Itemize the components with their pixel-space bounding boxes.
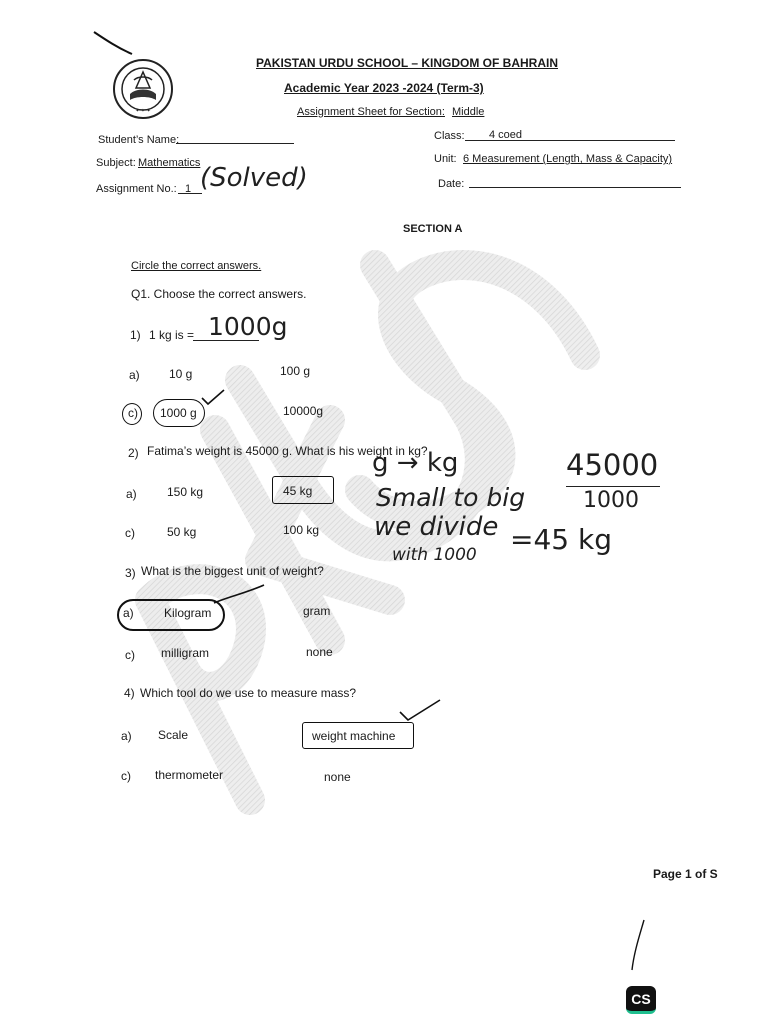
pen-stroke-mark — [624, 918, 648, 972]
q1-option-c-letter: c) — [128, 406, 138, 420]
q2-option-d: 100 kg — [283, 523, 320, 537]
q4-option-c: thermometer — [155, 768, 224, 782]
question-1-text: 1 kg is = — [149, 328, 195, 342]
subject-label: Subject: — [96, 157, 136, 169]
q2-option-b: 45 kg — [283, 484, 313, 498]
question-1-number: 1) — [130, 328, 141, 342]
q3-option-a-letter: a) — [123, 606, 134, 620]
checkmark-icon — [398, 698, 442, 724]
date-line[interactable] — [469, 187, 681, 188]
q1-option-a-letter: a) — [129, 368, 140, 382]
pen-stroke-mark — [92, 28, 134, 58]
checkmark-icon — [200, 388, 226, 408]
question-2-text: Fatima’s weight is 45000 g. What is his weight in kg? — [147, 444, 428, 458]
q4-option-b: weight machine — [312, 729, 396, 743]
q1-title: Q1. Choose the correct answers. — [131, 287, 307, 301]
q1-option-a: 10 g — [169, 367, 193, 381]
q1-option-c: 1000 g — [160, 406, 197, 420]
fraction-denominator: 1000 — [583, 488, 639, 513]
q1-option-b: 100 g — [280, 364, 311, 378]
assignment-number-label: Assignment No.: — [96, 183, 177, 195]
q4-option-d: none — [324, 770, 351, 784]
q3-option-a: Kilogram — [164, 606, 212, 620]
with-1000-note: with 1000 — [392, 545, 477, 565]
assignment-number-line — [178, 193, 202, 194]
q4-option-a: Scale — [158, 728, 189, 742]
q3-option-b: gram — [303, 604, 331, 618]
instruction: Circle the correct answers. — [131, 260, 262, 272]
page-number: Page 1 of S — [653, 867, 718, 881]
q3-option-d: none — [306, 645, 333, 659]
question-4-number: 4) — [124, 686, 135, 700]
school-name: PAKISTAN URDU SCHOOL – KINGDOM OF BAHRAIN — [256, 56, 559, 70]
assignment-sheet-label: Assignment Sheet for Section: — [297, 106, 445, 118]
q4-option-a-letter: a) — [121, 729, 132, 743]
unit-label: Unit: — [434, 153, 457, 165]
equals-45kg-note: =45 kg — [510, 523, 612, 556]
question-4-text: Which tool do we use to measure mass? — [140, 686, 357, 700]
class-value: 4 coed — [489, 129, 523, 141]
q2-option-c-letter: c) — [125, 526, 135, 540]
checkmark-icon — [212, 583, 266, 607]
subject-value: Mathematics — [138, 157, 201, 169]
assignment-number-value: 1 — [185, 183, 192, 195]
question-3-number: 3) — [125, 566, 136, 580]
question-3-text: What is the biggest unit of weight? — [141, 564, 324, 578]
fraction-numerator: 45000 — [566, 448, 659, 482]
class-label: Class: — [434, 130, 465, 142]
academic-year: Academic Year 2023 -2024 (Term-3) — [284, 81, 484, 95]
student-name-line[interactable] — [176, 143, 294, 144]
solved-handwriting: (Solved) — [200, 163, 308, 193]
small-to-big-note: Small to big — [376, 483, 526, 512]
q3-option-c: milligram — [161, 646, 209, 660]
school-logo-emblem — [112, 58, 174, 120]
q4-option-c-letter: c) — [121, 769, 131, 783]
class-line — [465, 140, 675, 141]
question-2-number: 2) — [128, 446, 139, 460]
q1-option-d: 10000g — [283, 404, 324, 418]
q3-option-c-letter: c) — [125, 648, 135, 662]
fraction-bar — [566, 486, 660, 487]
svg-text:✦ ✦ ✦: ✦ ✦ ✦ — [135, 108, 151, 114]
camscanner-badge-icon[interactable]: CS — [626, 986, 656, 1014]
unit-value: 6 Measurement (Length, Mass & Capacity) — [463, 153, 673, 165]
q2-option-a: 150 kg — [167, 485, 204, 499]
q2-option-c: 50 kg — [167, 525, 197, 539]
question-1-handwritten-answer: 1000g — [208, 312, 288, 341]
section-title: SECTION A — [403, 223, 463, 235]
section-value: Middle — [452, 106, 485, 118]
student-name-label: Student’s Name: — [98, 134, 180, 146]
we-divide-note: we divide — [374, 512, 499, 542]
g-to-kg-note: g → kg — [372, 448, 459, 478]
q2-option-a-letter: a) — [126, 487, 137, 501]
date-label: Date: — [438, 178, 465, 190]
